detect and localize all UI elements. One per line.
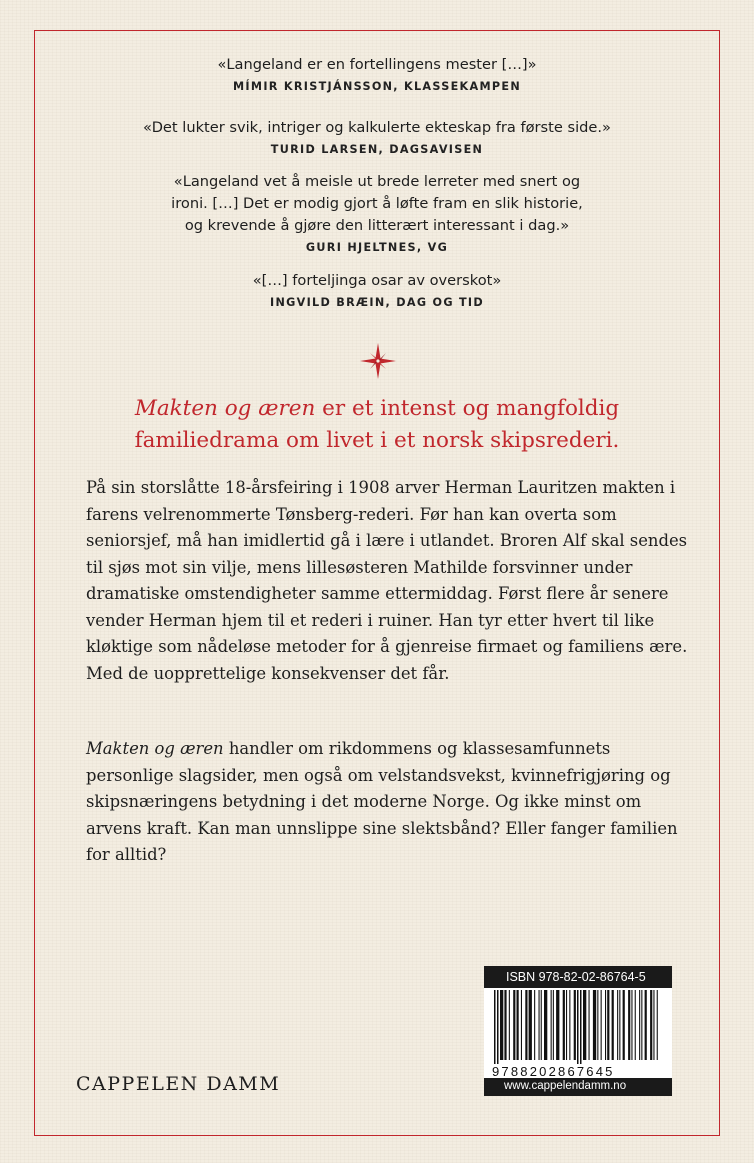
quote-2: [0, 117, 754, 159]
isbn-label: ISBN 978-82-02-86764-5: [484, 966, 672, 988]
barcode-stripe: [529, 990, 532, 1060]
barcode-digit-text: 9788202867645: [492, 1064, 615, 1078]
barcode-stripe: [597, 990, 598, 1060]
barcode-stripe: [577, 990, 579, 1064]
quote-attribution: GURI HJELTNES, VG: [305, 241, 449, 254]
barcode-stripe: [525, 990, 527, 1060]
quote-1: [0, 54, 754, 96]
barcode-stripes: [484, 988, 672, 1064]
quote-3: [0, 171, 754, 257]
tagline-line2: familiedrama om livet i et norsk skipsrederi.: [134, 428, 620, 453]
barcode-stripe: [639, 990, 640, 1060]
barcode-stripe: [631, 990, 632, 1060]
quote-4: [0, 270, 754, 312]
barcode-stripe: [556, 990, 559, 1060]
barcode-stripe: [612, 990, 614, 1060]
barcode-stripe: [517, 990, 519, 1060]
barcode-stripe: [574, 990, 576, 1060]
barcode-stripe: [657, 990, 658, 1060]
barcode-stripe: [541, 990, 542, 1060]
barcode-stripe: [653, 990, 654, 1060]
publisher-url: www.cappelendamm.no: [484, 1076, 672, 1096]
barcode-stripe: [534, 990, 535, 1060]
barcode-stripe: [635, 990, 636, 1060]
quote-attribution: INGVILD BRÆIN, DAG OG TID: [270, 296, 484, 309]
barcode-stripe: [623, 990, 625, 1060]
quote-text: «Det lukter svik, intriger og kalkulerte ekteskap fra første side.»: [143, 119, 611, 136]
barcode-stripe: [553, 990, 554, 1060]
barcode-stripe: [513, 990, 515, 1060]
publisher-logo: CAPPELEN DAMM: [76, 1073, 281, 1095]
quote-attribution: TURID LARSEN, DAGSAVISEN: [270, 143, 484, 156]
barcode-stripe: [645, 990, 647, 1060]
barcode-stripe: [593, 990, 596, 1060]
tagline: [60, 393, 694, 457]
tagline-line1: er et intenst og mangfoldig: [315, 396, 620, 421]
quote-text-line: ironi. […] Det er modig gjort å løfte fram en slik historie,: [171, 195, 583, 212]
paragraph-title: Makten og æren: [86, 739, 224, 758]
barcode-stripe: [583, 990, 586, 1060]
barcode-stripe: [607, 990, 609, 1060]
barcode-stripe: [601, 990, 602, 1060]
barcode-stripe: [566, 990, 567, 1060]
quote-text-line: «Langeland vet å meisle ut brede lerreter med snert og: [173, 173, 581, 190]
quote-text: «[…] forteljinga osar av overskot»: [252, 272, 502, 289]
barcode-stripe: [500, 990, 503, 1060]
tagline-title: Makten og æren: [134, 396, 316, 421]
synopsis-paragraph-2: [86, 736, 696, 869]
quote-attribution: MÍMIR KRISTJÁNSSON, KLASSEKAMPEN: [232, 80, 522, 93]
barcode-stripe: [521, 990, 522, 1060]
barcode-stripe: [504, 990, 506, 1060]
barcode-stripe: [650, 990, 652, 1060]
barcode-stripe: [580, 990, 582, 1064]
barcode-stripe: [494, 990, 496, 1064]
synopsis-paragraph-1: På sin storslåtte 18-årsfeiring i 1908 arver Herman Lauritzen makten i farens velrenommerte Tønsberg-rederi. Før han kan overta som seniorsjef, må han imidlertid gå i lære i utlandet. Broren Alf skal sendes til sjøs mot sin vilje, mens lillesøsteren Mathilde forsvinner under dramatiske omstendigheter samme ettermiddag. Først flere år senere vender Herman hjem til et rederi i ruiner. Han tyr etter hvert til like kløktige som nådeløse metoder for å gjenreise firmaet og familiens ære. Med de uopprettelige konsekvenser det får.: [86, 478, 688, 683]
quote-text-line: og krevende å gjøre den litterært interessant i dag.»: [184, 217, 570, 234]
quote-text: «Langeland er en fortellingens mester […]»: [217, 56, 537, 73]
barcode-stripe: [619, 990, 620, 1060]
paragraph-text: handler om rikdommens og klassesamfunnets personlige slagsider, men også om velstandsvekst, kvinnefrigjøring og skipsnæringens betydning i det moderne Norge. Og ikke minst om arvens kraft. Kan man unnslippe sine slektsbånd? Eller fanger familien for alltid?: [86, 739, 678, 864]
barcode-stripe: [628, 990, 630, 1060]
barcode-stripe: [641, 990, 642, 1060]
barcode-stripe: [497, 990, 499, 1064]
barcode-stripe: [539, 990, 540, 1060]
barcode-stripe: [509, 990, 510, 1060]
barcode-stripe: [569, 990, 570, 1060]
barcode-stripe: [605, 990, 606, 1060]
compass-star-icon: [360, 343, 396, 379]
barcode-bars: [484, 988, 672, 1064]
barcode-digits: [484, 1064, 672, 1078]
barcode-stripe: [617, 990, 618, 1060]
barcode-stripe: [544, 990, 547, 1060]
barcode-stripe: [551, 990, 552, 1060]
barcode: [484, 966, 672, 1096]
barcode-stripe: [589, 990, 590, 1060]
barcode-stripe: [563, 990, 565, 1060]
